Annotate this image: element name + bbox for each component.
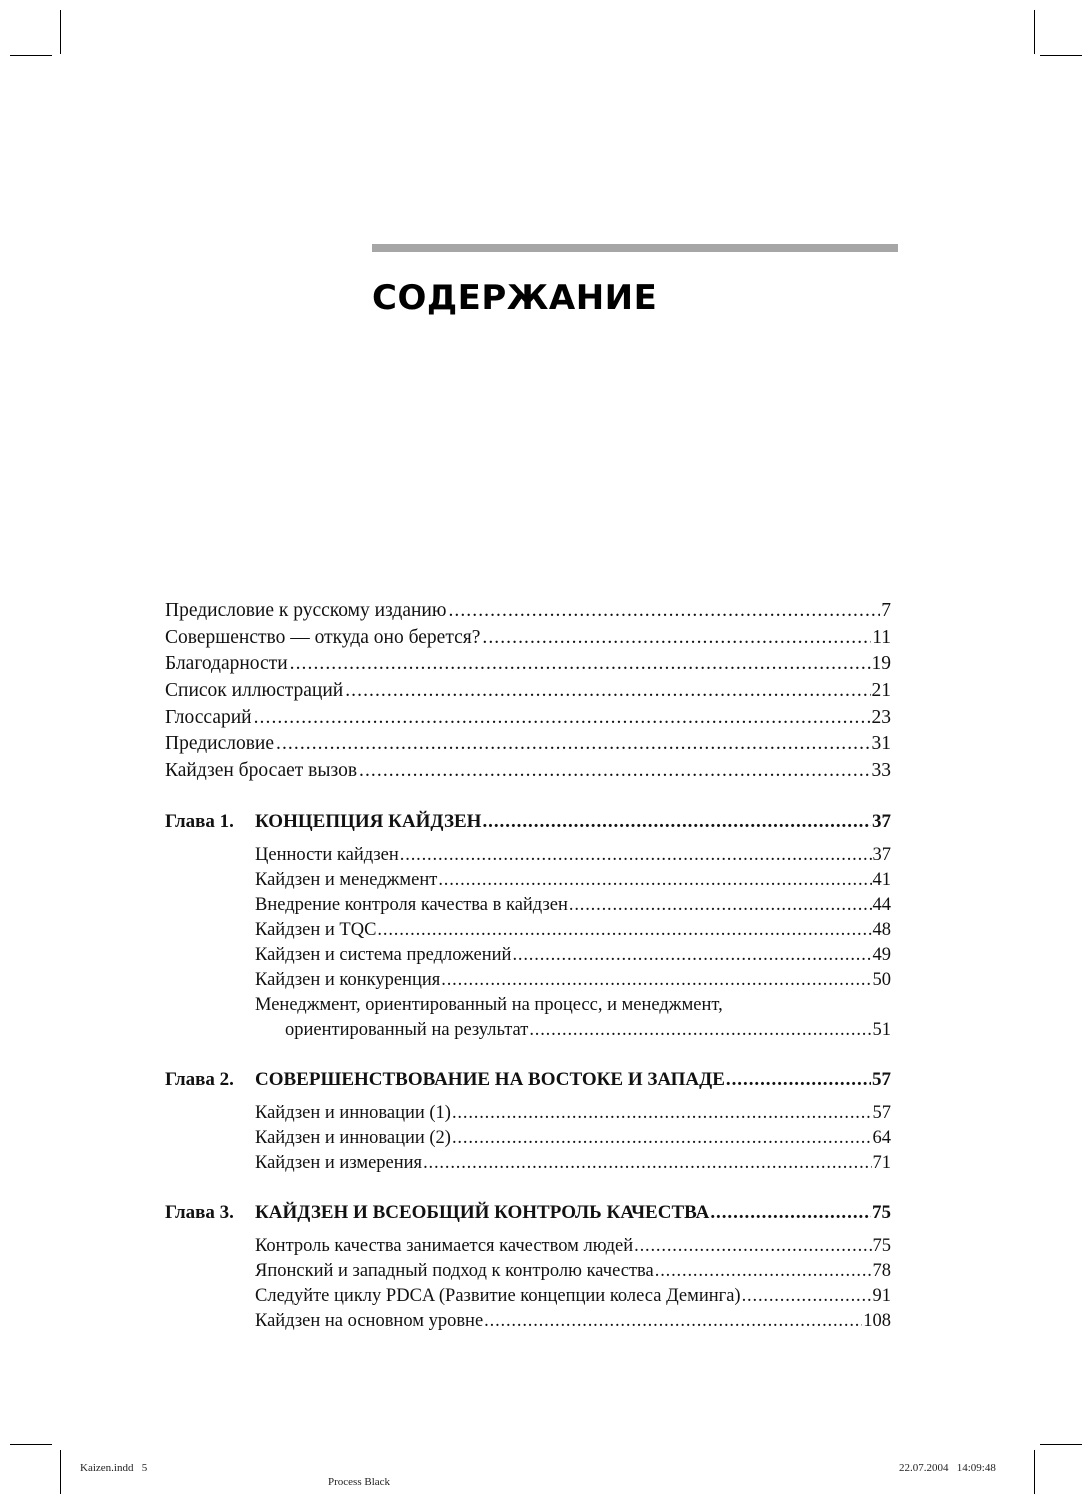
dot-leader <box>634 1234 871 1259</box>
toc-entry-page: 33 <box>871 760 891 782</box>
dot-leader <box>290 651 871 678</box>
table-of-contents <box>165 598 891 1334</box>
section-list <box>255 1101 891 1176</box>
chapter-page: 75 <box>872 1201 891 1223</box>
dot-leader <box>359 758 870 785</box>
crop-mark <box>60 10 61 54</box>
toc-entry[interactable] <box>165 598 891 625</box>
dot-leader <box>512 943 871 968</box>
chapter-title: СОВЕРШЕНСТВОВАНИЕ НА ВОСТОКЕ И ЗАПАДЕ <box>255 1068 725 1090</box>
section-label: Кайдзен и конкуренция <box>255 969 441 990</box>
dot-leader <box>345 678 870 705</box>
section-label: Кайдзен и инновации (2) <box>255 1127 451 1148</box>
toc-entry[interactable] <box>165 625 891 652</box>
chapter-label: Глава 2. <box>165 1068 234 1090</box>
section-label: Кайдзен и TQC <box>255 919 377 940</box>
dot-leader <box>726 1067 871 1093</box>
toc-section[interactable] <box>255 1234 891 1259</box>
toc-entry-page: 19 <box>871 653 891 675</box>
dot-leader <box>742 1284 872 1309</box>
section-page: 48 <box>872 919 891 940</box>
chapter-label: Глава 1. <box>165 810 234 832</box>
toc-entry-label: Кайдзен бросает вызов <box>165 760 358 782</box>
section-label: Менеджмент, ориентированный на процесс, и менеджмент, <box>255 994 723 1015</box>
section-label: Кайдзен и измерения <box>255 1152 423 1173</box>
section-page: 51 <box>872 1019 891 1040</box>
dot-leader <box>482 809 871 835</box>
section-label: Кайдзен и система предложений <box>255 944 512 965</box>
section-page: 44 <box>872 894 891 915</box>
chapter-2 <box>165 1067 891 1176</box>
toc-entry-label: Совершенство — откуда оно берется? <box>165 626 481 648</box>
dot-leader <box>482 625 871 652</box>
dot-leader <box>438 868 871 893</box>
chapter-1 <box>165 809 891 1043</box>
chapter-heading[interactable] <box>165 809 891 835</box>
section-label: Ценности кайдзен <box>255 844 399 865</box>
dot-leader <box>452 1126 872 1151</box>
toc-section[interactable] <box>255 843 891 868</box>
chapter-heading[interactable] <box>165 1067 891 1093</box>
toc-section[interactable] <box>255 968 891 993</box>
dot-leader <box>400 843 872 868</box>
toc-entry[interactable] <box>165 678 891 705</box>
toc-entry-label: Благодарности <box>165 653 288 675</box>
section-label: Кайдзен и менеджмент <box>255 869 438 890</box>
toc-section-multiline[interactable] <box>255 993 891 1043</box>
dot-leader <box>529 1018 871 1043</box>
dot-leader <box>441 968 871 993</box>
toc-entry[interactable] <box>165 705 891 732</box>
toc-entry-page: 11 <box>872 626 891 648</box>
section-label-continuation: ориентированный на результат <box>285 1019 529 1040</box>
section-label: Кайдзен и инновации (1) <box>255 1102 451 1123</box>
toc-section[interactable] <box>255 1284 891 1309</box>
toc-entry[interactable] <box>165 651 891 678</box>
section-page: 64 <box>872 1127 891 1148</box>
toc-section[interactable] <box>255 1309 891 1334</box>
section-label: Внедрение контроля качества в кайдзен <box>255 894 568 915</box>
dot-leader <box>655 1259 872 1284</box>
title-rule <box>372 244 898 252</box>
chapter-label: Глава 3. <box>165 1201 234 1223</box>
toc-entry-page: 7 <box>881 600 891 621</box>
toc-entry-page: 21 <box>871 680 891 702</box>
dot-leader <box>254 705 871 732</box>
crop-mark <box>1034 1450 1035 1494</box>
section-page: 37 <box>872 844 891 865</box>
section-list <box>255 1234 891 1334</box>
toc-entry-label: Список иллюстраций <box>165 680 344 702</box>
section-label: Следуйте циклу PDCA (Развитие концепции колеса Деминга) <box>255 1285 741 1306</box>
chapter-title: КОНЦЕПЦИЯ КАЙДЗЕН <box>255 810 482 832</box>
toc-section[interactable] <box>255 893 891 918</box>
dot-leader <box>452 1101 872 1126</box>
crop-mark <box>10 1444 52 1445</box>
toc-entry-label: Предисловие <box>165 733 275 755</box>
dot-leader <box>423 1151 871 1176</box>
toc-entry-page: 31 <box>871 733 891 755</box>
section-page: 71 <box>872 1152 891 1173</box>
section-continuation <box>255 1018 891 1043</box>
dot-leader <box>569 893 872 918</box>
dot-leader <box>377 918 871 943</box>
section-label: Контроль качества занимается качеством людей <box>255 1235 634 1256</box>
section-page: 57 <box>872 1102 891 1123</box>
chapter-page: 57 <box>872 1068 891 1090</box>
section-page: 50 <box>872 969 891 990</box>
chapter-heading[interactable] <box>165 1200 891 1226</box>
section-label: Японский и западный подход к контролю качества <box>255 1260 654 1281</box>
toc-entry-label: Предисловие к русскому изданию <box>165 600 447 621</box>
slug-timestamp: 22.07.2004 14:09:48 <box>899 1462 996 1474</box>
chapter-title: КАЙДЗЕН И ВСЕОБЩИЙ КОНТРОЛЬ КАЧЕСТВА <box>255 1201 710 1223</box>
toc-entry[interactable] <box>165 758 891 785</box>
section-page: 75 <box>872 1235 891 1256</box>
chapter-page: 37 <box>872 810 891 832</box>
dot-leader <box>710 1200 871 1226</box>
dot-leader <box>276 731 870 758</box>
front-matter-list <box>165 598 891 785</box>
crop-mark <box>1034 10 1035 54</box>
section-page: 41 <box>872 869 891 890</box>
crop-mark <box>1040 55 1082 56</box>
toc-entry-label: Глоссарий <box>165 706 252 728</box>
dot-leader <box>448 598 880 625</box>
toc-section[interactable] <box>255 1126 891 1151</box>
crop-mark <box>10 55 52 56</box>
toc-section[interactable] <box>255 1151 891 1176</box>
section-page: 78 <box>872 1260 891 1281</box>
section-page: 108 <box>863 1310 891 1331</box>
toc-entry[interactable] <box>165 731 891 758</box>
section-page: 49 <box>872 944 891 965</box>
slug-file: Kaizen.indd 5 <box>80 1462 148 1474</box>
section-list <box>255 843 891 1043</box>
toc-section[interactable] <box>255 1259 891 1284</box>
slug-separation: Process Black <box>328 1476 391 1488</box>
section-label: Кайдзен на основном уровне <box>255 1310 484 1331</box>
toc-section[interactable] <box>255 943 891 968</box>
toc-section[interactable] <box>255 868 891 893</box>
toc-section[interactable] <box>255 1101 891 1126</box>
dot-leader <box>484 1309 862 1334</box>
crop-mark <box>1040 1444 1082 1445</box>
toc-section[interactable] <box>255 918 891 943</box>
crop-mark <box>60 1450 61 1494</box>
page-title: СОДЕРЖАНИЕ <box>372 278 658 318</box>
section-page: 91 <box>872 1285 891 1306</box>
toc-entry-page: 23 <box>871 706 891 728</box>
chapter-3 <box>165 1200 891 1334</box>
